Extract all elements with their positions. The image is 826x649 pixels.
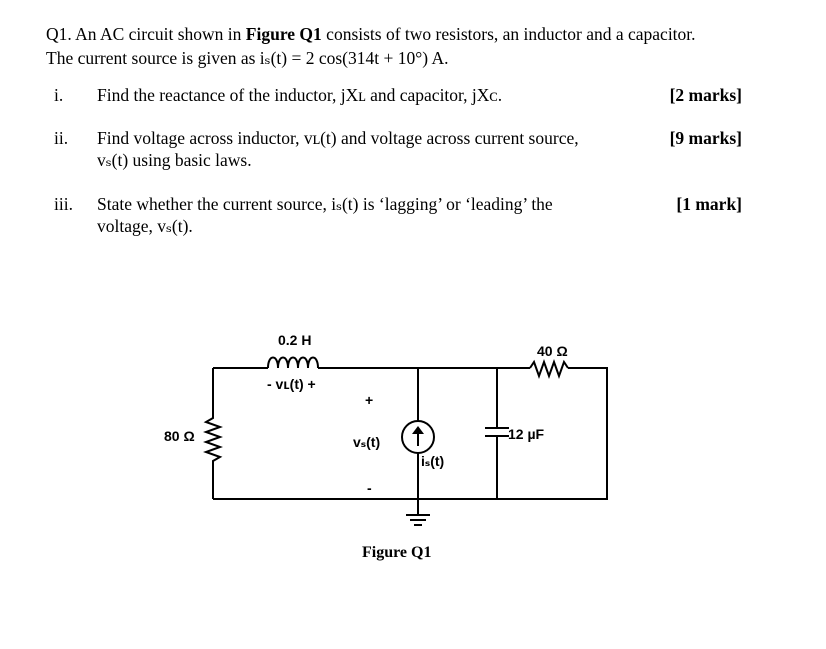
part-text-2: voltage, vₛ(t). bbox=[97, 216, 193, 236]
intro-line-2: The current source is given as iₛ(t) = 2 cos(314t + 10°) A. bbox=[46, 48, 449, 68]
resistor-left-label: 80 Ω bbox=[164, 428, 195, 444]
part-marks: [2 marks] bbox=[669, 85, 742, 105]
source-current-label: iₛ(t) bbox=[421, 453, 445, 469]
intro-text-b: consists of two resistors, an inductor and a capacitor. bbox=[321, 24, 696, 44]
resistor-right-symbol bbox=[530, 362, 568, 376]
part-marks: [9 marks] bbox=[669, 128, 742, 148]
plus-sign: + bbox=[365, 392, 374, 408]
source-voltage-label: vₛ(t) bbox=[353, 434, 381, 450]
minus-sign: - bbox=[367, 480, 372, 496]
figure-reference: Figure Q1 bbox=[245, 24, 322, 44]
intro-text-a: Q1. An AC circuit shown in bbox=[46, 24, 246, 44]
part-text: Find voltage across inductor, vʟ(t) and voltage across current source, bbox=[97, 128, 579, 148]
capacitor-label: 12 µF bbox=[508, 426, 545, 442]
inductor-voltage-label: - vʟ(t) + bbox=[267, 376, 316, 392]
part-text-2: vₛ(t) using basic laws. bbox=[97, 150, 252, 170]
figure-caption: Figure Q1 bbox=[362, 544, 432, 561]
part-number: iii. bbox=[54, 194, 73, 214]
part-text: State whether the current source, iₛ(t) is ‘lagging’ or ‘leading’ the bbox=[97, 194, 553, 214]
capacitor-symbol bbox=[485, 428, 509, 436]
part-number: ii. bbox=[54, 128, 69, 148]
part-number: i. bbox=[54, 85, 64, 105]
inductor-symbol bbox=[268, 358, 318, 369]
inductor-value-label: 0.2 H bbox=[278, 332, 312, 348]
current-arrow-head bbox=[412, 426, 424, 434]
resistor-right-label: 40 Ω bbox=[537, 343, 568, 359]
part-text: Find the reactance of the inductor, jXʟ and capacitor, jXᴄ. bbox=[97, 85, 503, 105]
resistor-left-symbol bbox=[206, 368, 220, 499]
ground-symbol bbox=[406, 499, 430, 525]
part-marks: [1 mark] bbox=[676, 194, 742, 214]
